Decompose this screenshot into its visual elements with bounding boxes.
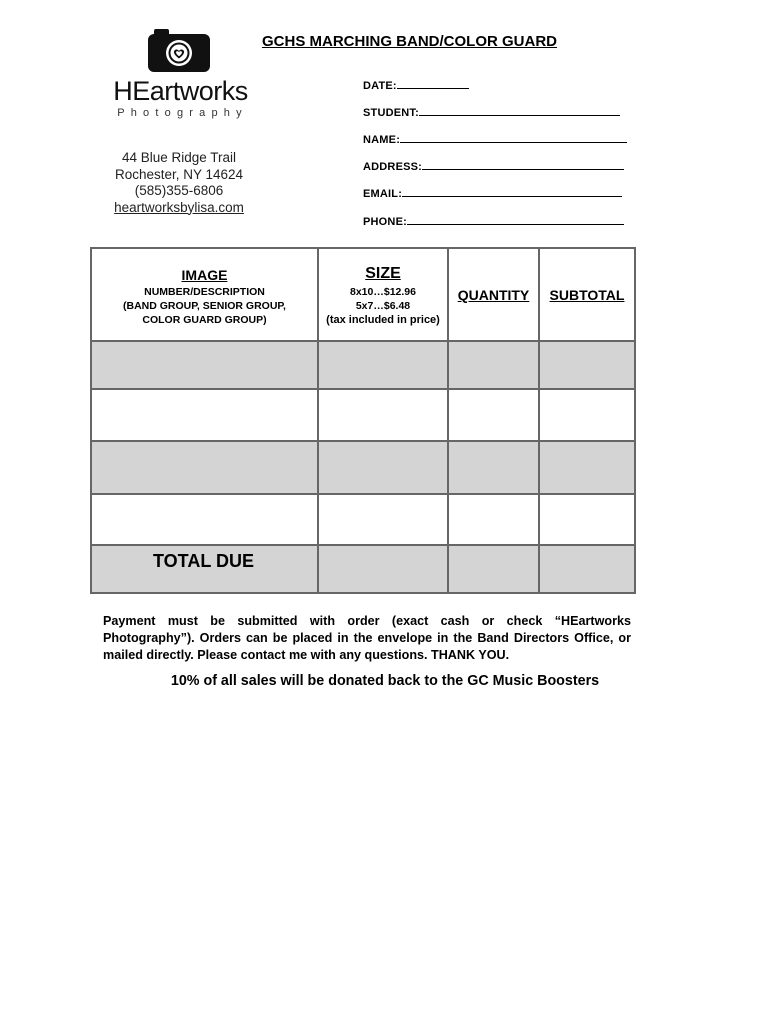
image-subheader: NUMBER/DESCRIPTION (BAND GROUP, SENIOR GROUP, COLOR GUARD GROUP) [123,286,286,326]
quantity-column-header [448,248,539,341]
phone-field[interactable] [363,213,624,228]
table-header-row [91,248,635,341]
total-row [91,545,635,593]
image-cell[interactable] [91,389,318,441]
payment-instructions: Payment must be submitted with order (exact cash or check “HEartworks Photography”). Orders can be placed in the envelope in the Band Directors Office, or mailed directly. Please contact me with any questions. THANK YOU. [103,614,631,662]
quantity-header: QUANTITY [457,287,530,303]
size-column-header [318,248,448,341]
address-phone: (585)355-6806 [134,183,224,198]
image-column-header [91,248,318,341]
image-cell[interactable] [91,494,318,545]
donation-note: 10% of all sales will be donated back to the GC Music Boosters [170,673,600,689]
size-price-list: 8x10…$12.96 5x7…$6.48 (tax included in price) [326,286,440,326]
name-field[interactable] [363,131,627,146]
image-cell[interactable] [91,341,318,389]
size-header: SIZE [365,265,401,282]
quantity-cell[interactable] [448,341,539,389]
table-row[interactable] [91,441,635,494]
quantity-cell[interactable] [448,494,539,545]
website-link[interactable]: heartworksbylisa.com [114,199,244,215]
name-label: NAME: [363,134,401,146]
date-field[interactable] [363,77,469,92]
size-cell[interactable] [318,494,448,545]
phone-label: PHONE: [363,216,407,228]
company-logo [108,28,253,123]
total-quantity-cell[interactable] [448,545,539,593]
student-field[interactable] [363,104,620,119]
address-city: Rochester, NY 14624 [114,166,244,182]
business-address [100,150,258,216]
total-size-cell [318,545,448,593]
subtotal-cell[interactable] [539,341,635,389]
total-due-label: TOTAL DUE [91,545,318,593]
table-row[interactable] [91,341,635,389]
size-cell[interactable] [318,389,448,441]
email-label: EMAIL: [363,188,403,200]
student-label: STUDENT: [363,107,419,119]
date-label: DATE: [363,80,397,92]
subtotal-cell[interactable] [539,441,635,494]
table-row[interactable] [91,494,635,545]
email-field[interactable] [363,185,622,200]
quantity-cell[interactable] [448,389,539,441]
image-header: IMAGE [181,267,228,283]
table-row[interactable] [91,389,635,441]
total-subtotal-cell[interactable] [539,545,635,593]
image-cell[interactable] [91,441,318,494]
subtotal-cell[interactable] [539,389,635,441]
address-field[interactable] [363,158,624,173]
address-label: ADDRESS: [363,161,423,173]
page-title: GCHS MARCHING BAND/COLOR GUARD [262,33,557,50]
size-cell[interactable] [318,441,448,494]
address-street: 44 Blue Ridge Trail [121,150,237,165]
brand-name: HEartworks [113,76,248,106]
subtotal-column-header [539,248,635,341]
size-cell[interactable] [318,341,448,389]
order-table [90,247,636,594]
subtotal-cell[interactable] [539,494,635,545]
quantity-cell[interactable] [448,441,539,494]
camera-heart-icon [148,28,210,72]
brand-subtitle: Photography [117,107,248,119]
subtotal-header: SUBTOTAL [549,287,625,303]
